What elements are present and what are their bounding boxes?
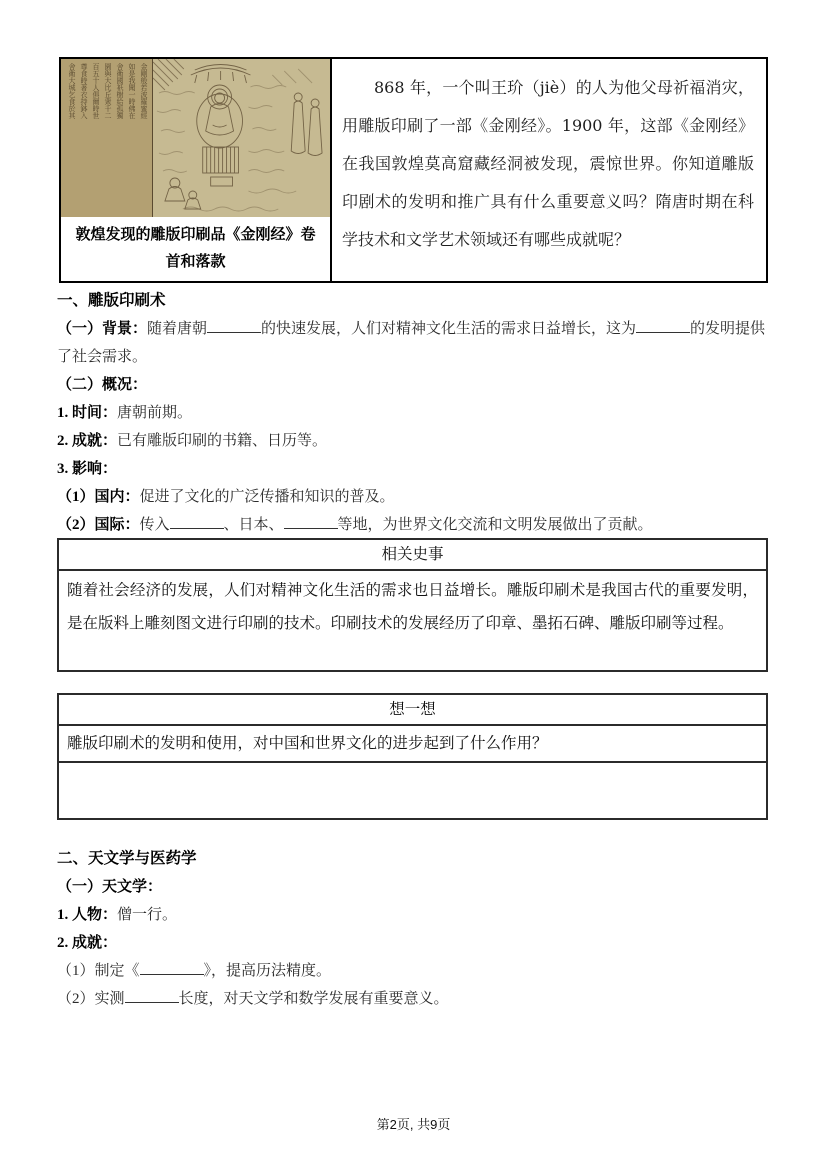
time-label: 1. 时间： (57, 405, 118, 421)
fill-in-blank (284, 515, 338, 529)
impact-line (57, 455, 770, 483)
sutra-column: 百五十人俱爾時世 (92, 63, 100, 119)
person-line (57, 901, 770, 929)
section2 (57, 845, 770, 1013)
meridian-line (57, 985, 770, 1013)
fill-in-blank (140, 961, 204, 975)
time-text: 唐朝前期。 (117, 405, 193, 421)
related-history-title: 相关史事 (59, 540, 766, 571)
achievement-label: 2. 成就： (57, 433, 118, 449)
fill-in-blank (125, 989, 179, 1003)
intro-text-cell (332, 59, 766, 281)
astronomy-label: （一）天文学： (57, 879, 163, 895)
think-title: 想一想 (59, 695, 766, 726)
sutra-column: 金剛般若波羅蜜經 (140, 63, 148, 119)
achievement-line (57, 427, 770, 455)
domestic-line (57, 483, 770, 511)
calendar-text-1: （1）制定《 (57, 963, 140, 979)
person-label: 1. 人物： (57, 907, 118, 923)
related-history-box (57, 538, 768, 672)
page-number: 第2页, 共9页 (376, 1117, 451, 1132)
think-question: 雕版印刷术的发明和使用，对中国和世界文化的进步起到了什么作用？ (59, 726, 766, 763)
intro-paragraph: 868 年，一个叫王玠（jiè）的人为他父母祈福消灾，用雕版印刷了一部《金刚经》。1900 年，这部《金刚经》在我国敦煌莫高窟藏经洞被发现，震惊世界。你知道雕版印剧术的发明和推广具有什么重要意义吗？隋唐时期在科学技术和文学艺术领域还有哪些成就呢？ (342, 78, 754, 249)
sutra-text-columns (61, 59, 153, 217)
halo (197, 85, 243, 148)
achievement-text: 已有雕版印刷的书籍、日历等。 (117, 433, 328, 449)
hatch-border (153, 59, 184, 90)
impact-label: 3. 影响： (57, 461, 118, 477)
diamond-sutra-image (61, 59, 330, 217)
buddha-figure (206, 93, 234, 135)
calendar-text-2: 》，提高历法精度。 (203, 963, 332, 979)
sutra-column: 如是我聞一時佛在 (128, 63, 136, 119)
overview-line (57, 371, 770, 399)
think-box (57, 693, 768, 820)
international-line (57, 511, 770, 539)
related-history-content: 随着社会经济的发展，人们对精神文化生活的需求也日益增长。雕版印刷术是我国古代的重要发明，是在版料上雕刻图文进行印刷的技术。印刷技术的发展经历了印章、墨拓石碑、雕版印刷等过程。 (67, 581, 758, 632)
person-text: 僧一行。 (117, 907, 178, 923)
attendant-figures (291, 93, 322, 156)
texture-lines (157, 69, 312, 211)
section1-heading: 一、雕版印刷术 (57, 292, 166, 309)
domestic-label: （1）国内： (57, 489, 140, 505)
background-text-3: 的发明提供了社会需求。 (57, 321, 766, 365)
background-text-2: 的快速发展，人们对精神文化生活的需求日益增长，这为 (261, 321, 637, 337)
meridian-text-1: （2）实测 (57, 991, 125, 1007)
international-text-3: 等地，为世界文化交流和文明发展做出了贡献。 (337, 517, 653, 533)
international-text-1: 传入 (139, 517, 170, 533)
section2-heading: 二、天文学与医药学 (57, 850, 197, 867)
intro-table (59, 57, 768, 283)
international-text-2: 、日本、 (223, 517, 284, 533)
domestic-text: 促进了文化的广泛传播和知识的普及。 (139, 489, 395, 505)
kneeling-figures (165, 178, 201, 209)
altar (203, 147, 239, 186)
astronomy-line (57, 873, 770, 901)
intro-image-cell (61, 59, 332, 281)
woodblock-illustration (153, 59, 330, 217)
think-answer-area (59, 763, 766, 818)
sutra-column: 舍衛大城乞食於其 (68, 63, 76, 119)
fill-in-blank (207, 319, 261, 333)
fill-in-blank (636, 319, 690, 333)
achievement2-label: 2. 成就： (57, 935, 118, 951)
achievement2-line (57, 929, 770, 957)
background-label: （一）背景： (57, 321, 148, 337)
overview-label: （二）概况： (57, 377, 148, 393)
background-line (57, 315, 770, 371)
fill-in-blank (170, 515, 224, 529)
canopy (191, 65, 251, 84)
time-line (57, 399, 770, 427)
sutra-column: 舍衛國祇樹給孤獨 (116, 63, 124, 119)
international-label: （2）国际： (57, 517, 140, 533)
section1 (57, 287, 770, 539)
image-caption: 敦煌发现的雕版印刷品《金刚经》卷首和落款 (75, 227, 316, 270)
sutra-column: 尊食時著衣持鉢入 (80, 63, 88, 119)
meridian-text-2: 长度，对天文学和数学发展有重要意义。 (178, 991, 449, 1007)
calendar-line (57, 957, 770, 985)
background-text-1: 随着唐朝 (147, 321, 208, 337)
sutra-column: 園與大比丘衆千二 (104, 63, 112, 119)
